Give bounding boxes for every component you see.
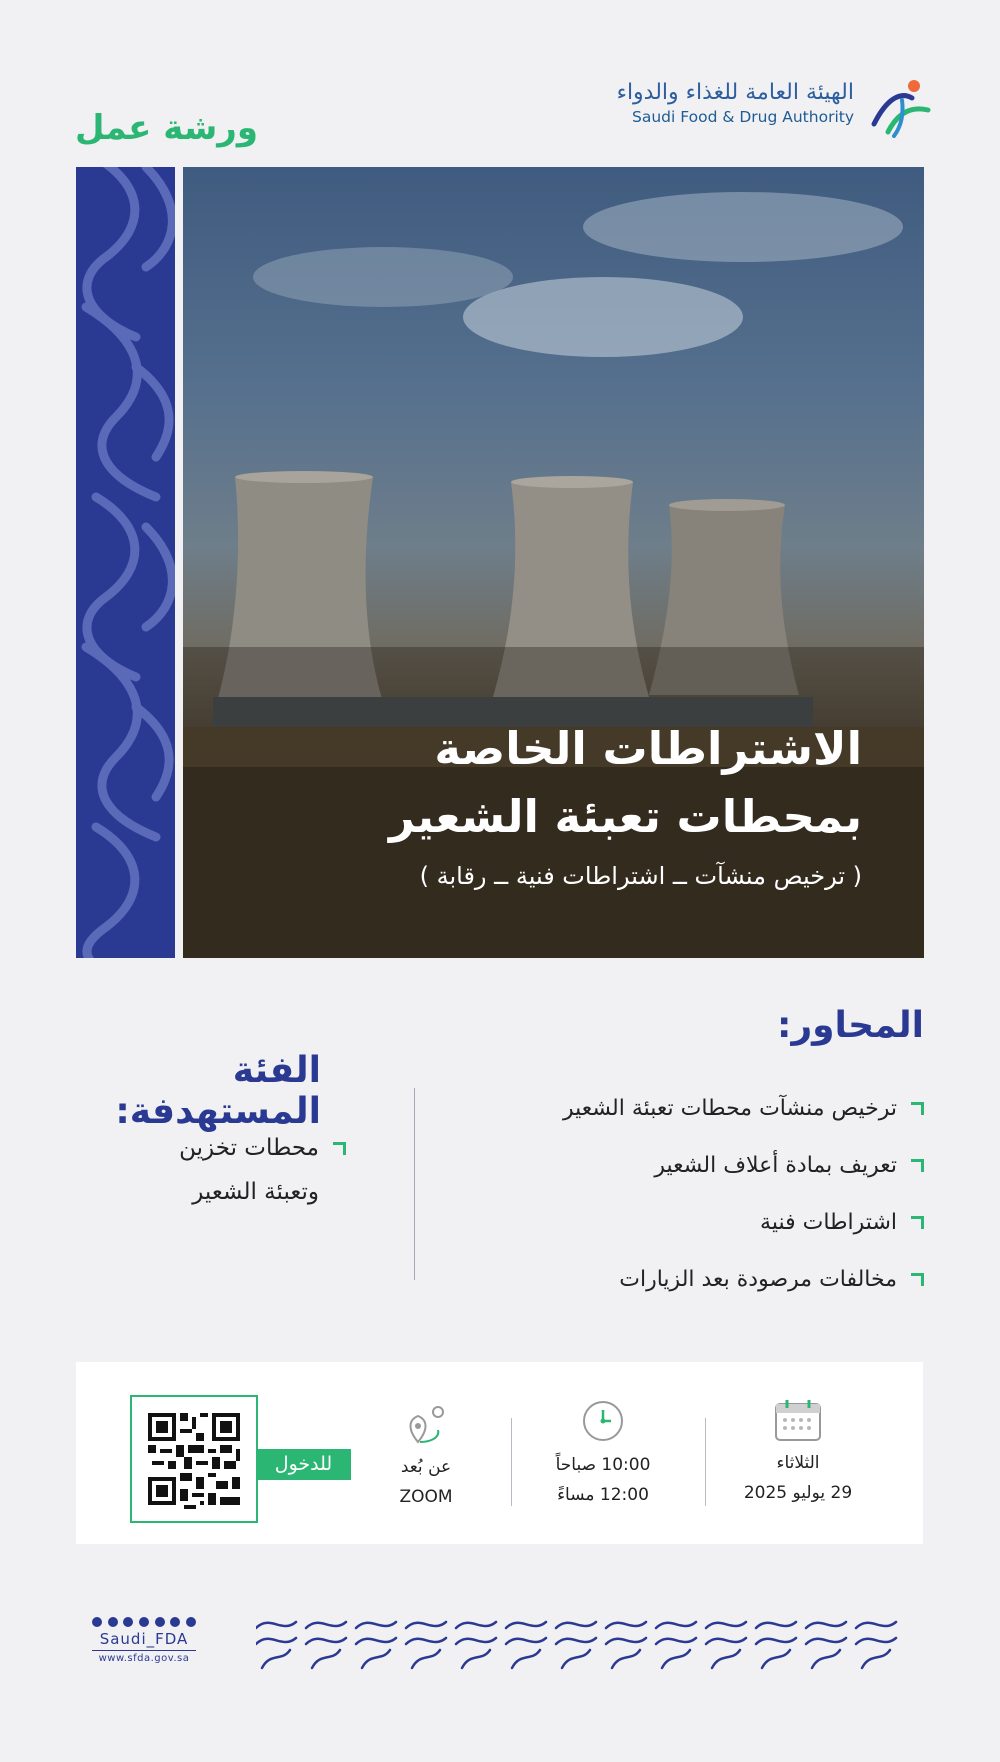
bullet-icon xyxy=(911,1216,924,1229)
org-name-en: Saudi Food & Drug Authority xyxy=(632,108,854,126)
hero-title-line2: بمحطات تعبئة الشعير xyxy=(389,790,862,843)
event-time xyxy=(528,1398,678,1510)
footer-decorative-pattern xyxy=(256,1614,906,1670)
bullet-icon xyxy=(911,1273,924,1286)
instagram-icon[interactable] xyxy=(123,1617,133,1627)
hero-image xyxy=(183,167,924,958)
info-divider xyxy=(705,1418,706,1506)
bullet-icon xyxy=(911,1102,924,1115)
event-info-card xyxy=(76,1362,923,1544)
social-icons[interactable] xyxy=(92,1617,196,1627)
axes-item-text: مخالفات مرصودة بعد الزيارات xyxy=(619,1267,897,1292)
linkedin-icon[interactable] xyxy=(155,1617,165,1627)
axes-list xyxy=(444,1080,924,1308)
hero-title-line1: الاشتراطات الخاصة xyxy=(434,722,862,775)
youtube-icon[interactable] xyxy=(139,1617,149,1627)
event-mode: عن بُعد xyxy=(400,1457,452,1477)
snapchat-icon[interactable] xyxy=(108,1617,118,1627)
axes-heading: المحاور: xyxy=(777,1005,924,1046)
social-handle-block xyxy=(92,1617,196,1664)
bullet-icon xyxy=(333,1142,346,1155)
calendar-icon xyxy=(773,1398,823,1442)
axes-item-text: اشتراطات فنية xyxy=(760,1210,897,1235)
event-platform: ZOOM xyxy=(399,1487,453,1507)
info-divider xyxy=(511,1418,512,1506)
tiktok-icon[interactable] xyxy=(186,1617,196,1627)
axes-item xyxy=(444,1137,924,1194)
axes-item-text: تعريف بمادة أعلاف الشعير xyxy=(654,1153,897,1178)
qr-code-icon xyxy=(132,1397,256,1521)
event-day: الثلاثاء xyxy=(776,1453,820,1473)
website-link[interactable]: www.sfda.gov.sa xyxy=(98,1653,190,1664)
event-date-text: 29 يوليو 2025 xyxy=(743,1483,853,1503)
clock-icon xyxy=(580,1398,626,1444)
bullet-icon xyxy=(911,1159,924,1172)
section-divider xyxy=(414,1088,415,1280)
org-name-ar: الهيئة العامة للغذاء والدواء xyxy=(616,80,854,105)
target-text xyxy=(179,1126,319,1214)
qr-code[interactable] xyxy=(130,1395,258,1523)
social-handle[interactable]: Saudi_FDA xyxy=(99,1630,189,1648)
event-time-start: 10:00 صباحاً xyxy=(555,1455,651,1475)
target-audience xyxy=(76,1126,346,1214)
target-line1: محطات تخزين xyxy=(179,1135,319,1161)
location-pin-icon xyxy=(404,1402,448,1446)
hero-title xyxy=(389,715,862,851)
axes-item xyxy=(444,1194,924,1251)
event-location xyxy=(366,1402,486,1512)
event-time-end: 12:00 مساءً xyxy=(557,1485,649,1505)
event-date xyxy=(728,1398,868,1508)
sfda-logo xyxy=(594,76,934,140)
x-icon[interactable] xyxy=(92,1617,102,1627)
handle-underline xyxy=(92,1650,196,1651)
axes-item-text: ترخيص منشآت محطات تعبئة الشعير xyxy=(563,1096,897,1121)
enter-label[interactable]: للدخول xyxy=(256,1449,351,1480)
facebook-icon[interactable] xyxy=(170,1617,180,1627)
target-line2: وتعبئة الشعير xyxy=(192,1179,319,1205)
target-heading: الفئة المستهدفة: xyxy=(115,1050,321,1132)
decorative-pattern-strip xyxy=(76,167,175,958)
axes-item xyxy=(444,1251,924,1308)
workshop-label: ورشة عمل xyxy=(75,108,258,148)
sfda-logo-icon xyxy=(868,76,934,142)
hero-subtitle: ( ترخيص منشآت ــ اشتراطات فنية ــ رقابة ) xyxy=(419,862,862,890)
axes-item xyxy=(444,1080,924,1137)
